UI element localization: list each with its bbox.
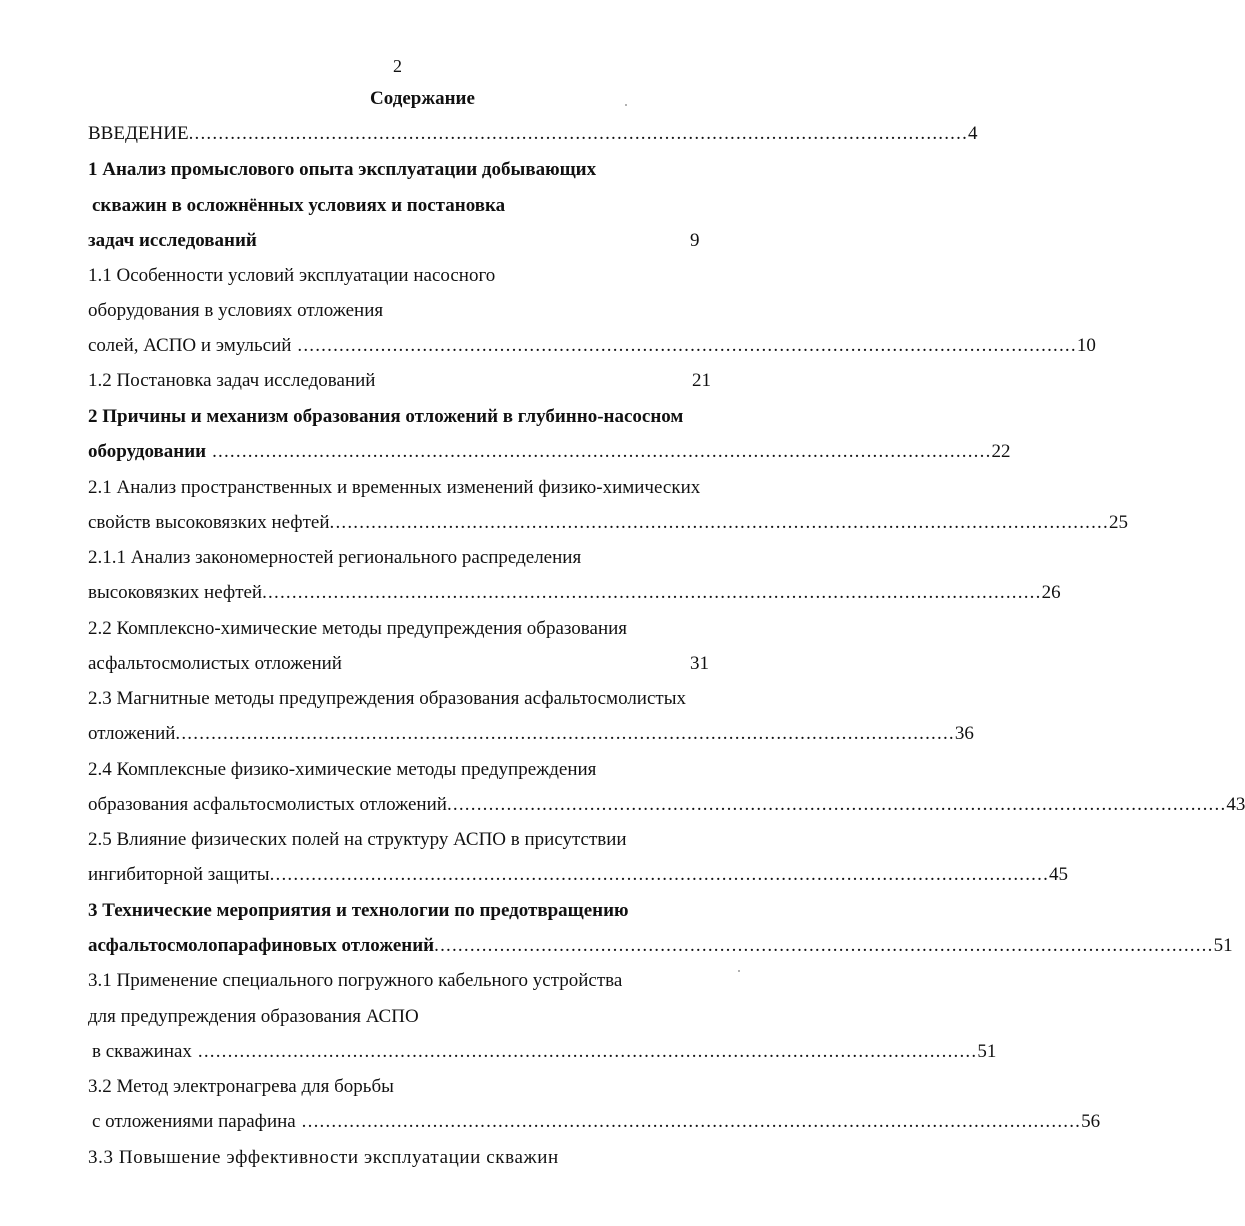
leader-dots: ................................................................................................................................... [291,335,1077,356]
leader-dots: ................................................................................................................................... [446,794,1227,815]
toc-entry-text: оборудовании [88,441,207,462]
leader-dots: ................................................................................................................................... [206,441,992,462]
toc-section-2-1-line-1: 2.1 Анализ пространственных и временных изменений физико-химических [88,477,701,498]
toc-chapter-2-line-2 [88,440,1011,464]
toc-section-1-1-line-1: 1.1 Особенности условий эксплуатации насосного [88,265,496,286]
toc-section-1-2: 1.2 Постановка задач исследований [88,370,376,391]
toc-entry-text: ВВЕДЕНИЕ [88,123,189,144]
toc-section-1-1-line-2: оборудования в условиях отложения [88,300,384,321]
toc-section-2-5-line-2 [88,863,1069,887]
toc-page-number: 21 [692,370,711,391]
toc-entry-text: свойств высоковязких нефтей [88,512,330,533]
toc-entry-text: высоковязких нефтей [88,582,263,603]
toc-page-number: 36 [954,723,974,744]
toc-section-2-1-1-line-2 [88,581,1061,605]
toc-entry-text: асфальтосмолопарафиновых отложений [88,935,435,956]
toc-section-2-1-line-2 [88,511,1128,535]
toc-section-2-1-1-line-1: 2.1.1 Анализ закономерностей регионального распределения [88,547,582,568]
toc-chapter-1-line-2: скважин в осложнённых условиях и постановка [92,195,506,216]
toc-section-3-1-line-1: 3.1 Применение специального погружного кабельного устройства [88,970,623,991]
toc-section-3-2-line-1: 3.2 Метод электронагрева для борьбы [88,1076,394,1097]
leader-dots: ................................................................................................................................... [191,1041,978,1062]
scan-speck [625,104,627,106]
toc-section-3-1-line-3 [92,1040,997,1064]
toc-page-number: 25 [1108,512,1128,533]
toc-page-number: 26 [1041,582,1061,603]
toc-chapter-1-line-3: задач исследований [88,230,257,251]
toc-page-number: 10 [1076,335,1096,356]
toc-chapter-1-line-1: 1 Анализ промыслового опыта эксплуатации добывающих [88,159,597,180]
toc-page-number: 45 [1049,864,1069,885]
page-number: 2 [393,56,402,76]
leader-dots: ................................................................................................................................... [262,582,1042,603]
toc-chapter-3-line-1: 3 Технические мероприятия и технологии по предотвращению [88,900,629,921]
scan-speck [738,970,740,972]
leader-dots: ................................................................................................................................... [188,123,969,144]
toc-page-number: 56 [1081,1111,1101,1132]
toc-chapter-3-line-2 [88,934,1233,958]
toc-section-2-3-line-2 [88,722,974,746]
toc-section-1-1-line-3 [88,334,1096,358]
leader-dots: ................................................................................................................................... [269,864,1050,885]
leader-dots: ................................................................................................................................... [175,723,955,744]
toc-entry-text: солей, АСПО и эмульсий [88,335,292,356]
toc-entry-text: отложений [88,723,176,744]
toc-section-2-4-line-2 [88,793,1245,817]
leader-dots: ................................................................................................................................... [329,512,1109,533]
toc-page-number: 9 [690,230,700,251]
toc-section-2-3-line-1: 2.3 Магнитные методы предупреждения образования асфальтосмолистых [88,688,686,709]
toc-chapter-2-line-1: 2 Причины и механизм образования отложений в глубинно-насосном [88,406,684,427]
toc-page-number: 51 [977,1041,997,1062]
toc-entry-intro [88,122,978,146]
toc-section-3-2-line-2 [92,1110,1101,1134]
toc-entry-text: ингибиторной защиты [88,864,270,885]
toc-section-2-2-line-2: асфальтосмолистых отложений [88,653,342,674]
toc-title: Содержание [370,88,475,109]
toc-page-number: 31 [690,653,709,674]
toc-section-2-2-line-1: 2.2 Комплексно-химические методы предупреждения образования [88,618,628,639]
leader-dots: ................................................................................................................................... [434,935,1214,956]
toc-page-number: 43 [1226,794,1245,815]
toc-page-number: 51 [1213,935,1233,956]
toc-page-number: 4 [968,123,978,144]
toc-section-2-5-line-1: 2.5 Влияние физических полей на структуру АСПО в присутствии [88,829,627,850]
toc-section-3-3-line-1: 3.3 Повышение эффективности эксплуатации скважин [88,1147,559,1168]
leader-dots: ................................................................................................................................... [295,1111,1082,1132]
toc-page-number: 22 [991,441,1011,462]
toc-section-3-1-line-2: для предупреждения образования АСПО [88,1006,419,1027]
toc-entry-text: в скважинах [92,1041,192,1062]
toc-entry-text: с отложениями парафина [92,1111,296,1132]
toc-entry-text: образования асфальтосмолистых отложений [88,794,447,815]
toc-section-2-4-line-1: 2.4 Комплексные физико-химические методы предупреждения [88,759,597,780]
